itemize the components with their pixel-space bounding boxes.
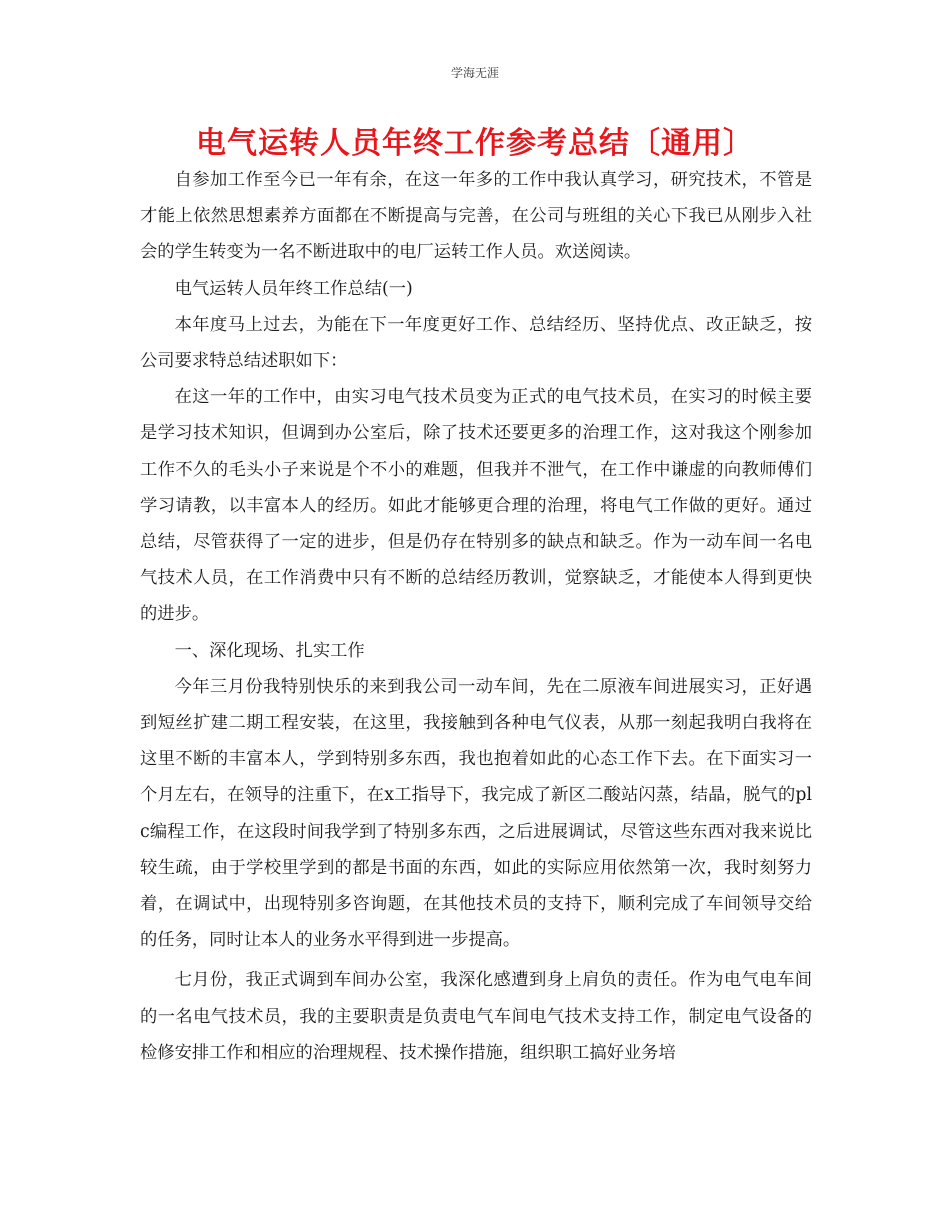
paragraph: 在这一年的工作中，由实习电气技术员变为正式的电气技术员，在实习的时候主要是学习技术知识，但调到办公室后，除了技术还要更多的治理工作，这对我这个刚参加工作不久的毛头小子来说是个不小的难题，但我并不泄气，在工作中谦虚的向教师傅们学习请教，以丰富本人的经历。如此才能够更合理的治理，将电气工作做的更好。通过总结，尽管获得了一定的进步，但是仍存在特别多的缺点和缺乏。作为一动车间一名电气技术人员，在工作消费中只有不断的总结经历教训，觉察缺乏，才能使本人得到更快的进步。 [140, 387, 812, 625]
document-title: 电气运转人员年终工作参考总结〔通用〕 [196, 126, 754, 161]
paragraph: 今年三月份我特别快乐的来到我公司一动车间，先在二原液车间进展实习，正好遇到短丝扩建二期工程安装，在这里，我接触到各种电气仪表，从那一刻起我明白我将在这里不断的丰富本人，学到特别多东西，我也抱着如此的心态工作下去。在下面实习一个月左右，在领导的注重下，在x工指导下，我完成了新区二酸站闪蒸，结晶，脱气的plc编程工作，在这段时间我学到了特别多东西，之后进展调试，尽管这些东西对我来说比较生疏，由于学校里学到的都是书面的东西，如此的实际应用依然第一次，我时刻努力着，在调试中，出现特别多咨询题，在其他技术员的支持下，顺利完成了车间领导交给的任务，同时让本人的业务水平得到进一步提高。 [140, 676, 812, 951]
page-header: 学海无涯 [450, 66, 499, 80]
paragraph: 本年度马上过去，为能在下一年度更好工作、总结经历、坚持优点、改正缺乏，按公司要求特总结述职如下： [140, 314, 812, 372]
paragraph: 七月份，我正式调到车间办公室，我深化感遭到身上肩负的责任。作为电气电车间的一名电气技术员，我的主要职责是负责电气车间电气技术支持工作，制定电气设备的检修安排工作和相应的治理规程、技术操作措施，组织职工搞好业务培 [140, 970, 812, 1063]
subsection-heading-1: 一、深化现场、扎实工作 [174, 640, 365, 661]
document-body [140, 162, 812, 1071]
section-heading-1: 电气运转人员年终工作总结(一) [174, 278, 413, 299]
paragraph-intro: 自参加工作至今已一年有余，在这一年多的工作中我认真学习，研究技术，不管是才能上依然思想素养方面都在不断提高与完善，在公司与班组的关心下我已从刚步入社会的学生转变为一名不断进取中的电厂运转工作人员。欢送阅读。 [140, 170, 812, 263]
